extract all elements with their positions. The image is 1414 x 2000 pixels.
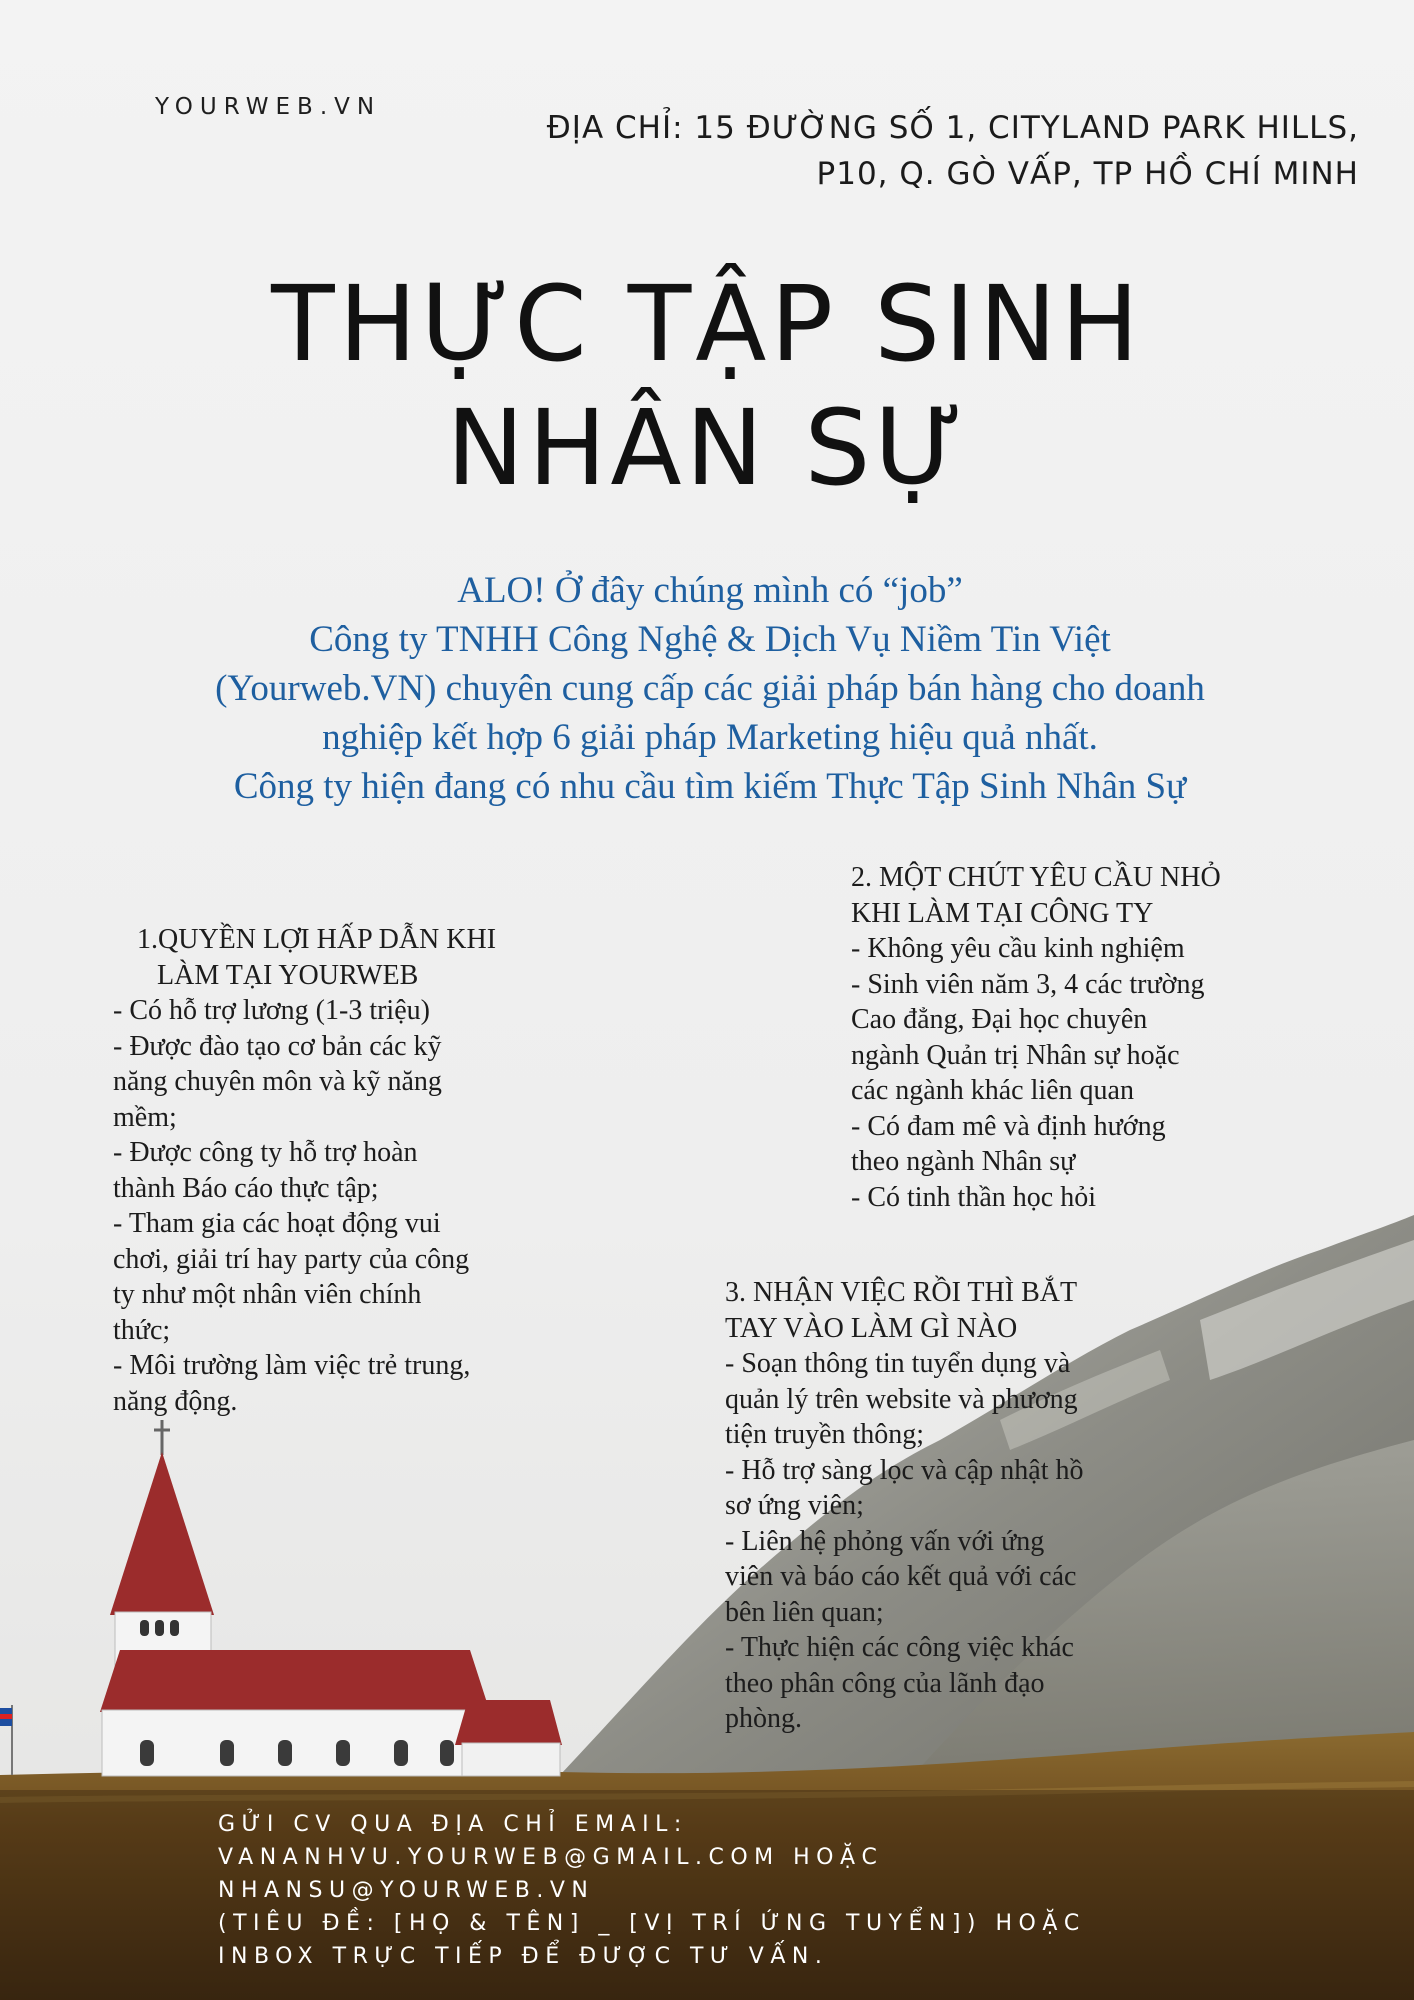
section-line: ty như một nhân viên chính [113,1279,422,1310]
section-line: bên liên quan; [725,1596,884,1628]
section-benefits [113,922,543,1419]
section-line: - Tham gia các hoạt động vui [113,1208,441,1239]
section-duties [725,1275,1155,1737]
section-heading: KHI LÀM TẠI CÔNG TY [851,897,1154,929]
section-line: thành Báo cáo thực tập; [113,1172,379,1204]
title-line-1: THỰC TẬP SINH [271,263,1143,385]
intro-line: ALO! Ở đây chúng mình có “job” [457,570,963,611]
section-line: - Không yêu cầu kinh nghiệm [851,933,1185,964]
section-line: mềm; [113,1101,177,1133]
section-line: ngành Quản trị Nhân sự hoặc [851,1039,1180,1071]
section-line: - Có hỗ trợ lương (1-3 triệu) [113,995,430,1026]
section-heading: 2. MỘT CHÚT YÊU CẦU NHỎ [851,862,1221,893]
intro-line: (Yourweb.VN) chuyên cung cấp các giải pháp bán hàng cho doanh [215,668,1205,709]
section-line: chơi, giải trí hay party của công [113,1243,470,1275]
email-link[interactable]: NHANSU@YOURWEB.VN [218,1878,595,1903]
section-line: viên và báo cáo kết quả với các [725,1561,1077,1592]
section-line: - Có đam mê và định hướng [851,1110,1166,1142]
footer-line: (TIÊU ĐỀ: [HỌ & TÊN] _ [VỊ TRÍ ỨNG TUYỂN]) HOẶC [218,1911,1086,1936]
section-line: sơ ứng viên; [725,1490,864,1521]
company-address [547,105,1359,197]
intro-paragraph [60,566,1360,811]
section-line: - Sinh viên năm 3, 4 các trường [851,968,1205,1000]
section-line: - Có tinh thần học hỏi [851,1181,1096,1213]
section-line: quản lý trên website và phương [725,1383,1078,1415]
title-line-2: NHÂN SỰ [446,387,968,509]
contact-footer [218,1808,1368,1973]
email-link[interactable]: VANANHVU.YOURWEB@GMAIL.COM HOẶC [218,1845,884,1870]
address-line-1: ĐỊA CHỈ: 15 ĐƯỜNG SỐ 1, CITYLAND PARK HILLS, [546,110,1359,146]
section-heading: TAY VÀO LÀM GÌ NÀO [725,1312,1018,1344]
intro-line: Công ty TNHH Công Nghệ & Dịch Vụ Niềm Tin Việt [309,619,1111,660]
brand-name: YOURWEB.VN [155,94,382,120]
address-line-2: P10, Q. GÒ VẤP, TP HỒ CHÍ MINH [816,156,1359,192]
section-line: các ngành khác liên quan [851,1075,1134,1106]
section-line: - Thực hiện các công việc khác [725,1632,1074,1663]
section-line: - Được công ty hỗ trợ hoàn [113,1137,418,1168]
section-line: - Hỗ trợ sàng lọc và cập nhật hồ [725,1454,1084,1486]
section-line: phòng. [725,1703,802,1734]
section-line: theo phân công của lãnh đạo [725,1667,1045,1699]
section-line: Cao đẳng, Đại học chuyên [851,1004,1148,1035]
section-requirements [851,860,1271,1215]
section-line: - Soạn thông tin tuyển dụng và [725,1348,1071,1379]
section-heading: 3. NHẬN VIỆC RỒI THÌ BẮT [725,1277,1078,1308]
section-line: - Được đào tạo cơ bản các kỹ [113,1030,442,1062]
section-line: tiện truyền thông; [725,1419,925,1450]
section-line: - Liên hệ phỏng vấn với ứng [725,1525,1045,1557]
footer-line: INBOX TRỰC TIẾP ĐỂ ĐƯỢC TƯ VẤN. [218,1944,829,1969]
section-line: năng chuyên môn và kỹ năng [113,1066,442,1097]
section-line: thức; [113,1314,171,1346]
section-heading: 1.QUYỀN LỢI HẤP DẪN KHI [137,924,497,955]
section-heading: LÀM TẠI YOURWEB [157,959,419,991]
section-line: theo ngành Nhân sự [851,1146,1076,1177]
footer-line: GỬI CV QUA ĐỊA CHỈ EMAIL: [218,1812,688,1837]
page-title [0,262,1414,510]
intro-line: Công ty hiện đang có nhu cầu tìm kiếm Thực Tập Sinh Nhân Sự [233,766,1187,807]
section-line: - Môi trường làm việc trẻ trung, [113,1350,471,1381]
section-line: năng động. [113,1385,238,1417]
intro-line: nghiệp kết hợp 6 giải pháp Marketing hiệu quả nhất. [322,717,1098,758]
